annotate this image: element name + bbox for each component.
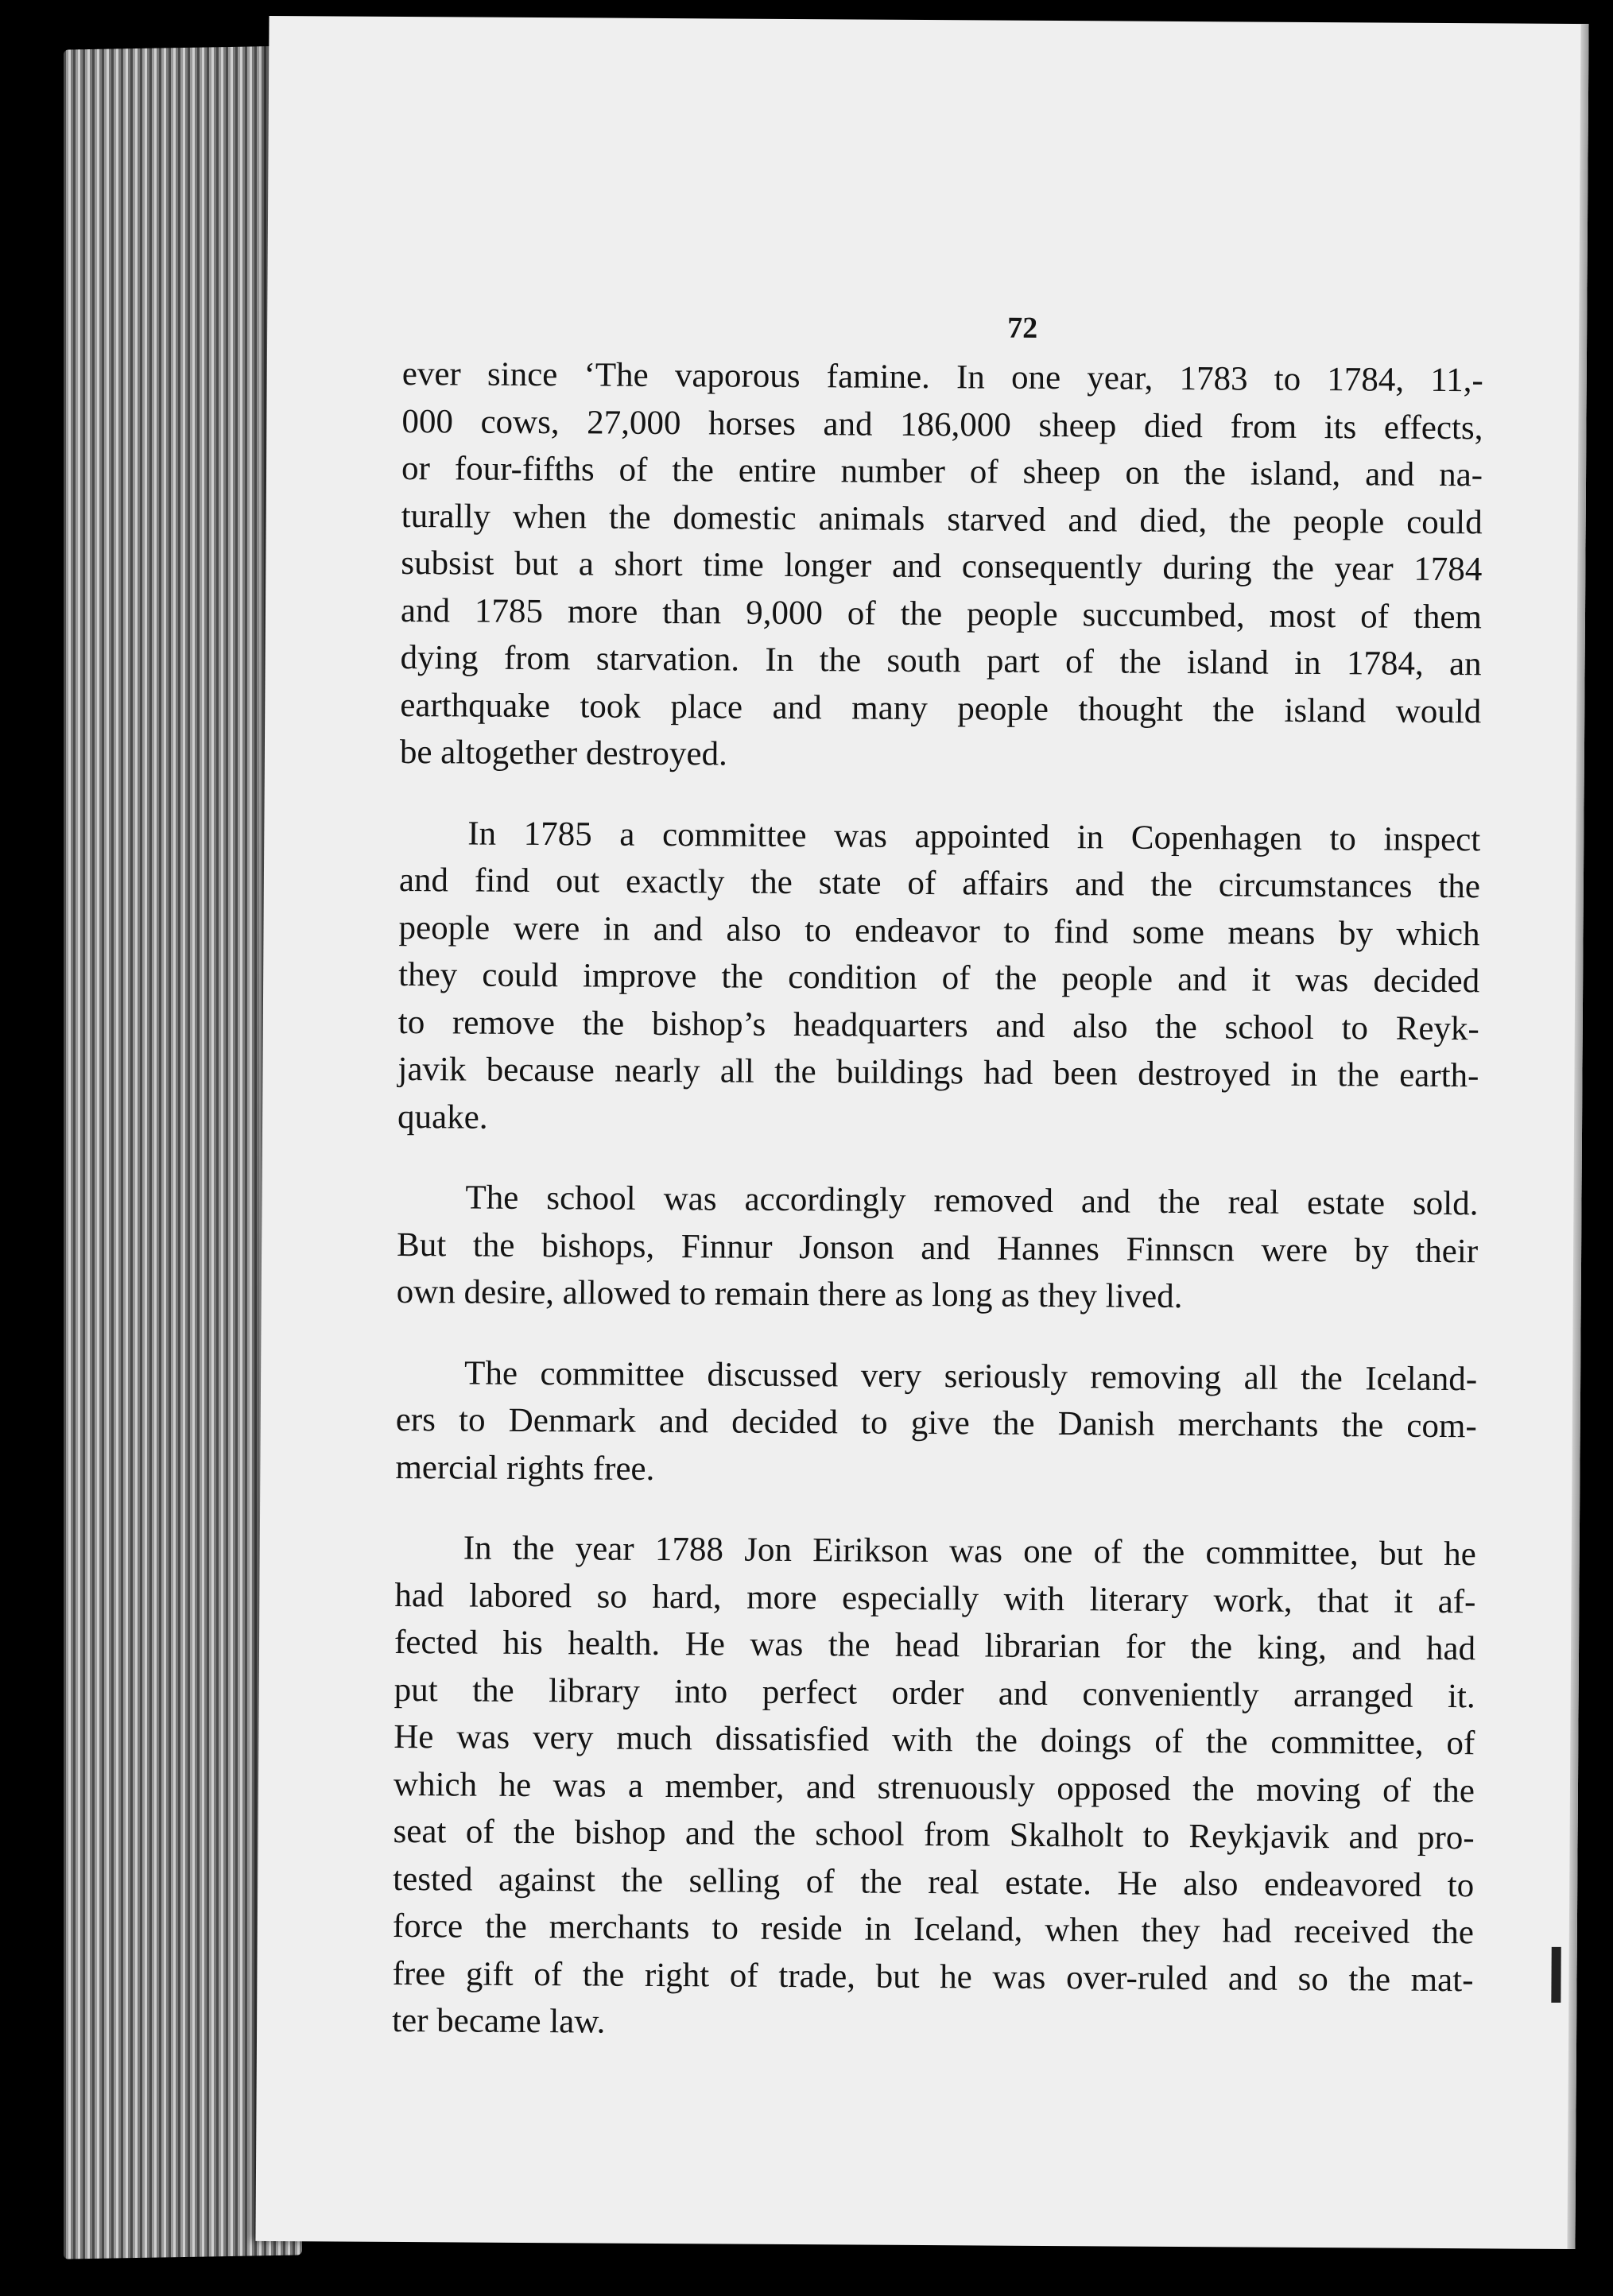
text-line: javik because nearly all the buildings had been destroyed in the earth- [397, 1050, 1479, 1095]
text-line: they could improve the condition of the people and it was decided [398, 955, 1480, 1001]
text-line: tested against the selling of the real estate. He also endeavored to [393, 1860, 1475, 1904]
binding-mark [1551, 1947, 1561, 2003]
text-line: The committee discussed very seriously removing all the Iceland- [463, 1353, 1478, 1398]
text-line: and 1785 more than 9,000 of the people succumbed, most of them [400, 591, 1483, 636]
text-line: But the bishops, Finnur Jonson and Hannes Finnscn were by their [396, 1225, 1479, 1270]
text-line: ter became law. [392, 2001, 606, 2041]
book-page [255, 16, 1588, 2249]
text-line: 000 cows, 27,000 horses and 186,000 sheep died from its effects, [401, 402, 1483, 447]
text-line: ever since ‘The vaporous famine. In one year, 1783 to 1784, 11,- [401, 354, 1483, 400]
text-line: ers to Denmark and decided to give the Danish merchants the com- [395, 1400, 1477, 1446]
text-line: and find out exactly the state of affairs and the circumstances the [398, 861, 1481, 906]
text-line: people were in and also to endeavor to find some means by which [398, 908, 1480, 953]
text-line: turally when the domestic animals starved and died, the people could [401, 497, 1483, 541]
text-line: The school was accordingly removed and the real estate sold. [465, 1179, 1479, 1223]
text-line: be altogether destroyed. [399, 733, 727, 773]
paragraph-4 [395, 1349, 1477, 1497]
paragraph-3 [397, 1174, 1479, 1322]
text-line: earthquake took place and many people thought the island would [400, 686, 1482, 730]
text-line: put the library into perfect order and conveniently arranged it. [394, 1671, 1475, 1715]
text-line: He was very much dissatisfied with the doings of the committee, of [394, 1717, 1475, 1763]
paragraph-5 [392, 1524, 1476, 2051]
text-line: had labored so hard, more especially with literary work, that it af- [394, 1576, 1476, 1620]
page-right-edge [1567, 24, 1588, 2249]
text-line: subsist but a short time longer and consequently during the year 1784 [401, 544, 1483, 589]
paragraph-2 [397, 809, 1481, 1147]
text-line: to remove the bishop’s headquarters and also the school to Reyk- [397, 1003, 1479, 1047]
paragraph-1 [400, 350, 1483, 783]
text-line: quake. [397, 1098, 488, 1136]
text-line: own desire, allowed to remain there as long as they lived. [396, 1272, 1183, 1316]
text-line: dying from starvation. In the south part of the island in 1784, an [400, 638, 1482, 683]
text-line: free gift of the right of trade, but he was over-ruled and so the mat- [392, 1954, 1474, 1999]
text-line: mercial rights free. [395, 1448, 655, 1488]
text-line: which he was a member, and strenuously opposed the moving of the [393, 1765, 1475, 1810]
text-line: force the merchants to reside in Iceland, when they had received the [392, 1907, 1475, 1952]
body-text [392, 350, 1483, 2085]
text-line: seat of the bishop and the school from Skalholt to Reykjavik and pro- [393, 1812, 1475, 1857]
text-line: or four-fifths of the entire number of sheep on the island, and na- [401, 449, 1483, 494]
text-line: fected his health. He was the head librarian for the king, and had [394, 1623, 1476, 1668]
text-line: In the year 1788 Jon Eirikson was one of the committee, but he [463, 1529, 1476, 1574]
page-number: 72 [1007, 311, 1038, 345]
text-line: In 1785 a committee was appointed in Copenhagen to inspect [467, 815, 1481, 858]
